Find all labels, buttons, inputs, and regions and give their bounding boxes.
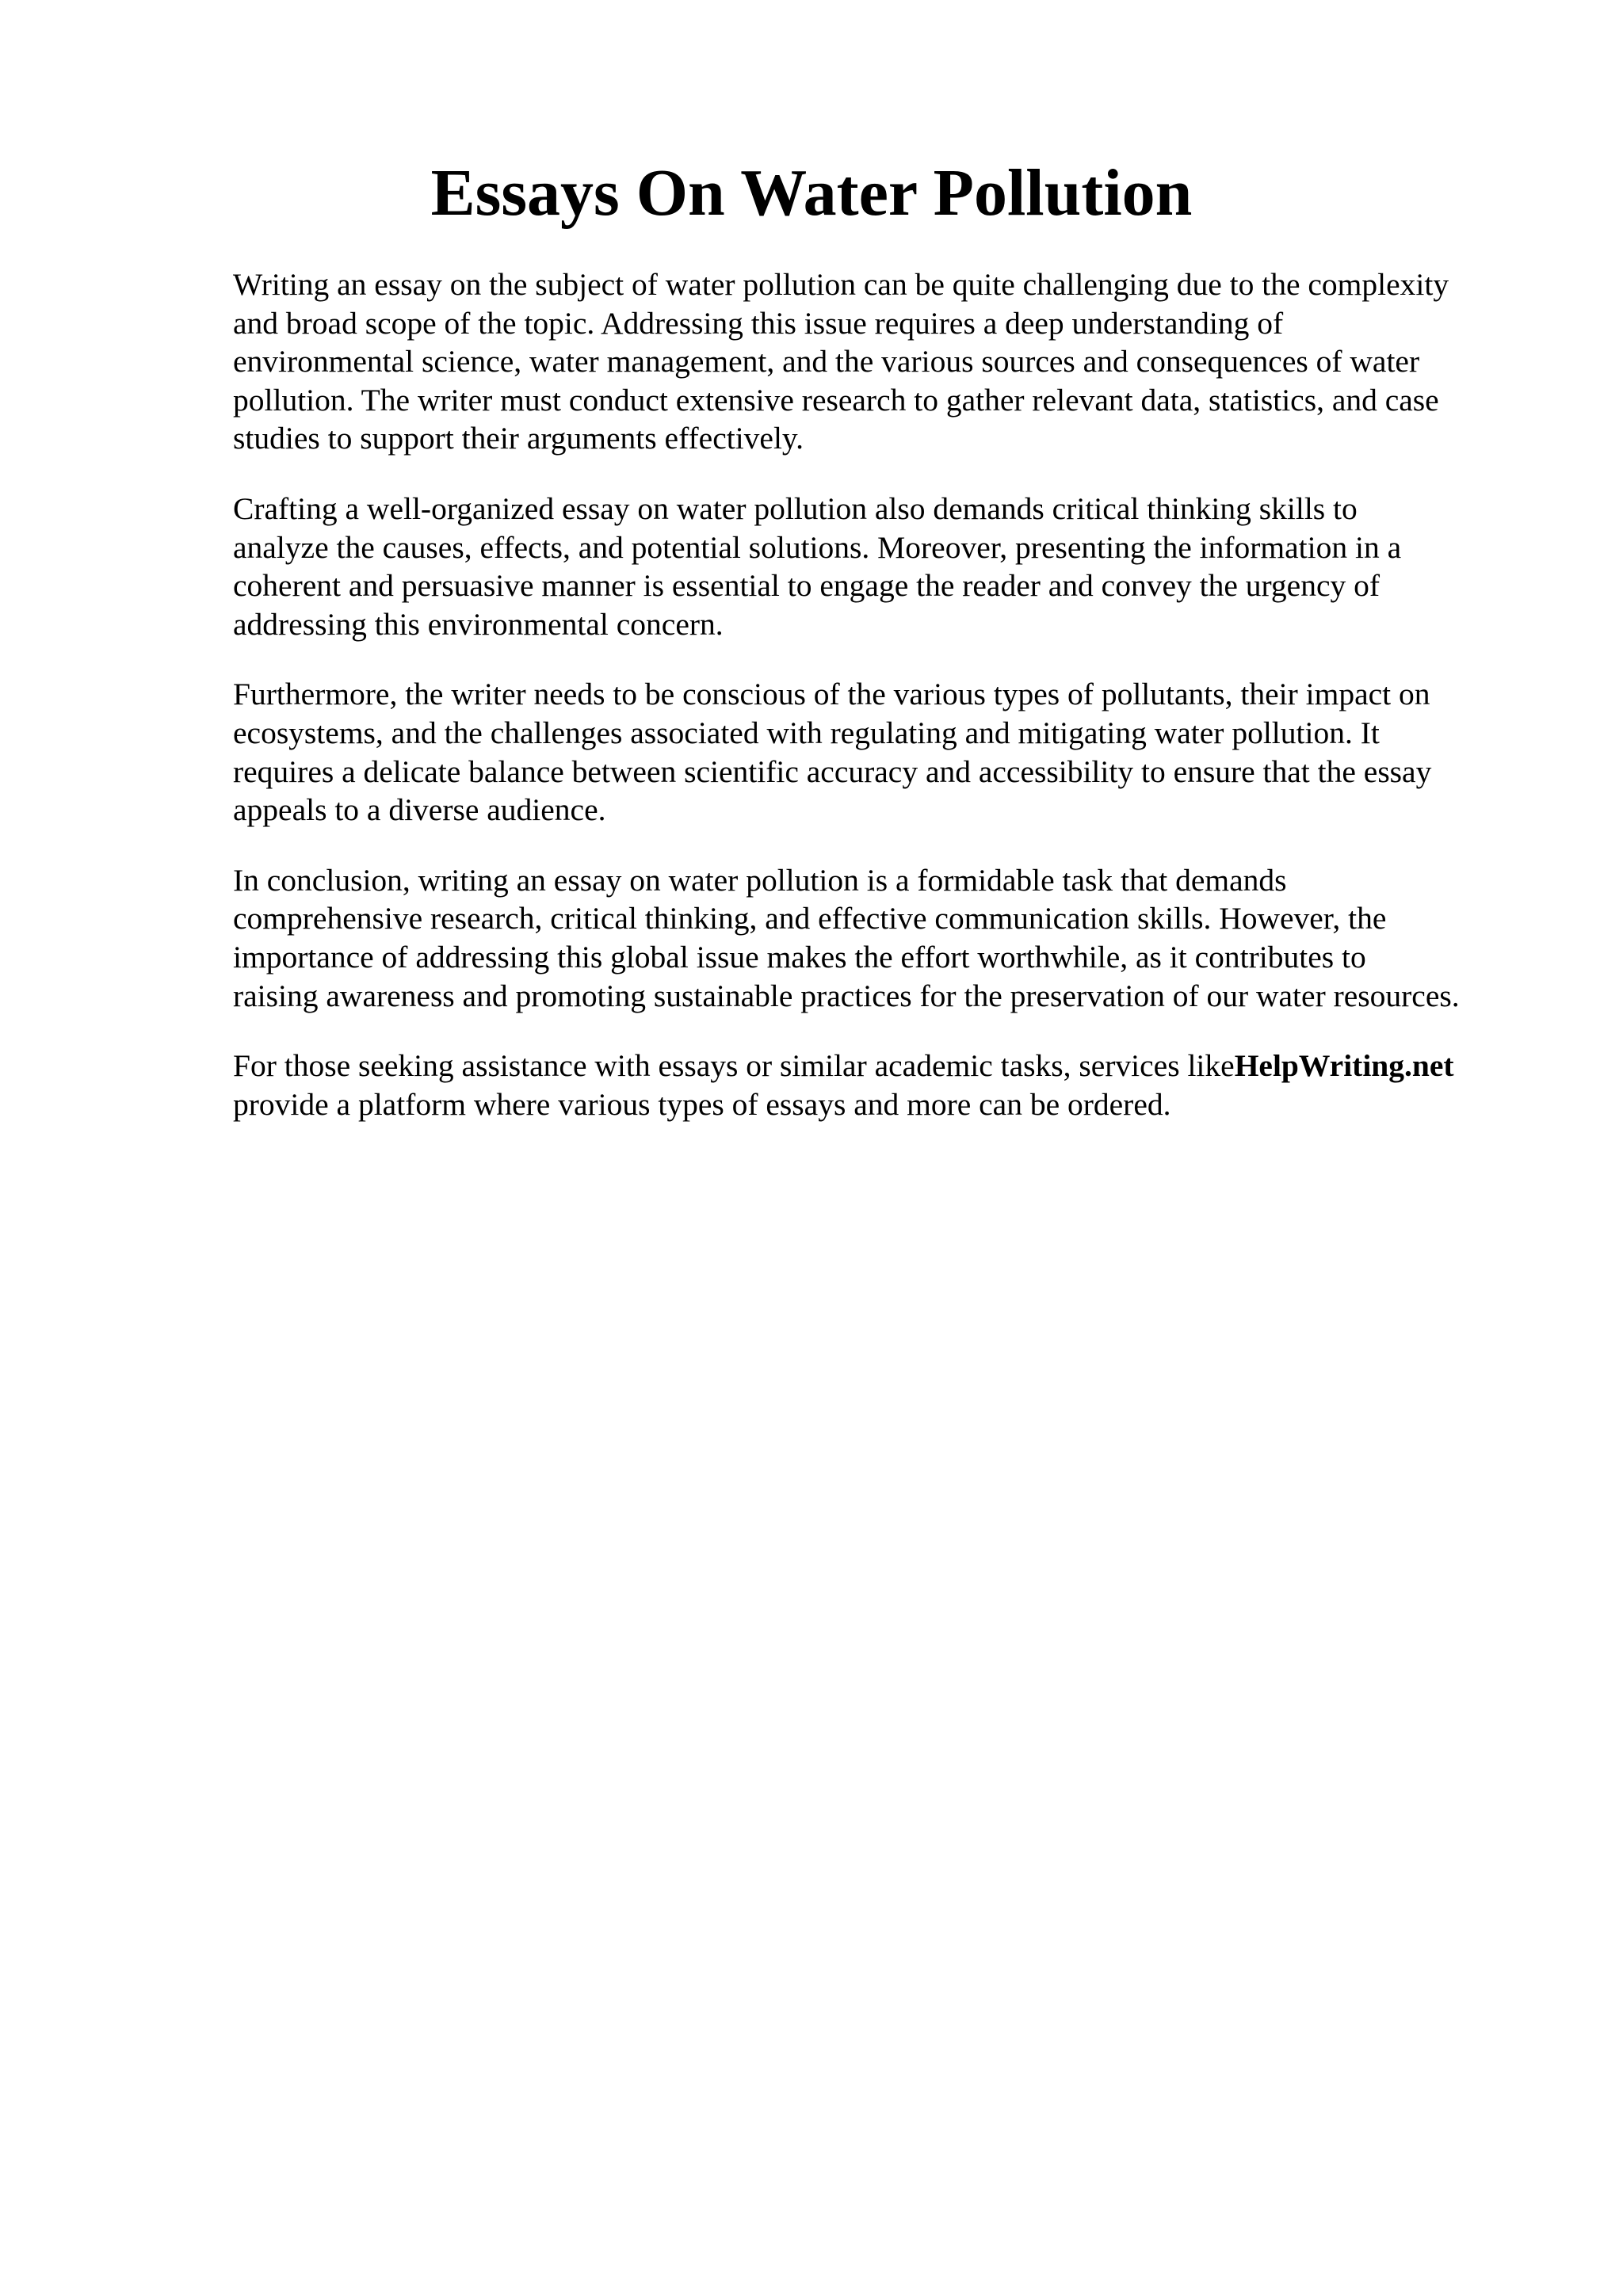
text-line: studies to support their arguments effectively. bbox=[233, 421, 804, 456]
text-line: Writing an essay on the subject of water pollution can be quite challenging due to the complexity bbox=[233, 267, 1449, 302]
text-line: In conclusion, writing an essay on water pollution is a formidable task that demands bbox=[233, 862, 1287, 898]
text-line: raising awareness and promoting sustainable practices for the preservation of our water resources. bbox=[233, 978, 1460, 1013]
brand-name: HelpWriting.net bbox=[1234, 1048, 1454, 1084]
document-title: Essays On Water Pollution bbox=[430, 156, 1193, 230]
text-line: provide a platform where various types of essays and more can be ordered. bbox=[233, 1086, 1171, 1122]
closing-prefix: For those seeking assistance with essays or similar academic tasks, services like bbox=[233, 1048, 1235, 1084]
text-line: addressing this environmental concern. bbox=[233, 606, 724, 642]
text-line: Furthermore, the writer needs to be conscious of the various types of pollutants, their impact on bbox=[233, 677, 1430, 712]
text-line: appeals to a diverse audience. bbox=[233, 792, 606, 828]
text-line: comprehensive research, critical thinking, and effective communication skills. However, the bbox=[233, 901, 1387, 936]
text-line: ecosystems, and the challenges associated with regulating and mitigating water pollution. It bbox=[233, 715, 1380, 750]
text-line: importance of addressing this global issue makes the effort worthwhile, as it contributes to bbox=[233, 939, 1366, 974]
text-line bbox=[233, 1047, 1533, 1085]
text-line: requires a delicate balance between scientific accuracy and accessibility to ensure that the essay bbox=[233, 753, 1432, 789]
text-line: Crafting a well-organized essay on water pollution also demands critical thinking skills to bbox=[233, 490, 1358, 526]
document-body bbox=[233, 265, 1533, 1155]
text-line: environmental science, water management, and the various sources and consequences of water bbox=[233, 344, 1420, 379]
paragraph-4 bbox=[233, 861, 1533, 1015]
paragraph-2 bbox=[233, 490, 1533, 643]
paragraph-5 bbox=[233, 1047, 1533, 1123]
text-line: coherent and persuasive manner is essential to engage the reader and convey the urgency of bbox=[233, 568, 1381, 604]
text-line: and broad scope of the topic. Addressing this issue requires a deep understanding of bbox=[233, 305, 1284, 341]
text-line: analyze the causes, effects, and potential solutions. Moreover, presenting the information in a bbox=[233, 529, 1402, 565]
paragraph-1 bbox=[233, 265, 1533, 458]
paragraph-3 bbox=[233, 675, 1533, 829]
text-line: pollution. The writer must conduct extensive research to gather relevant data, statistics, and case bbox=[233, 382, 1439, 418]
